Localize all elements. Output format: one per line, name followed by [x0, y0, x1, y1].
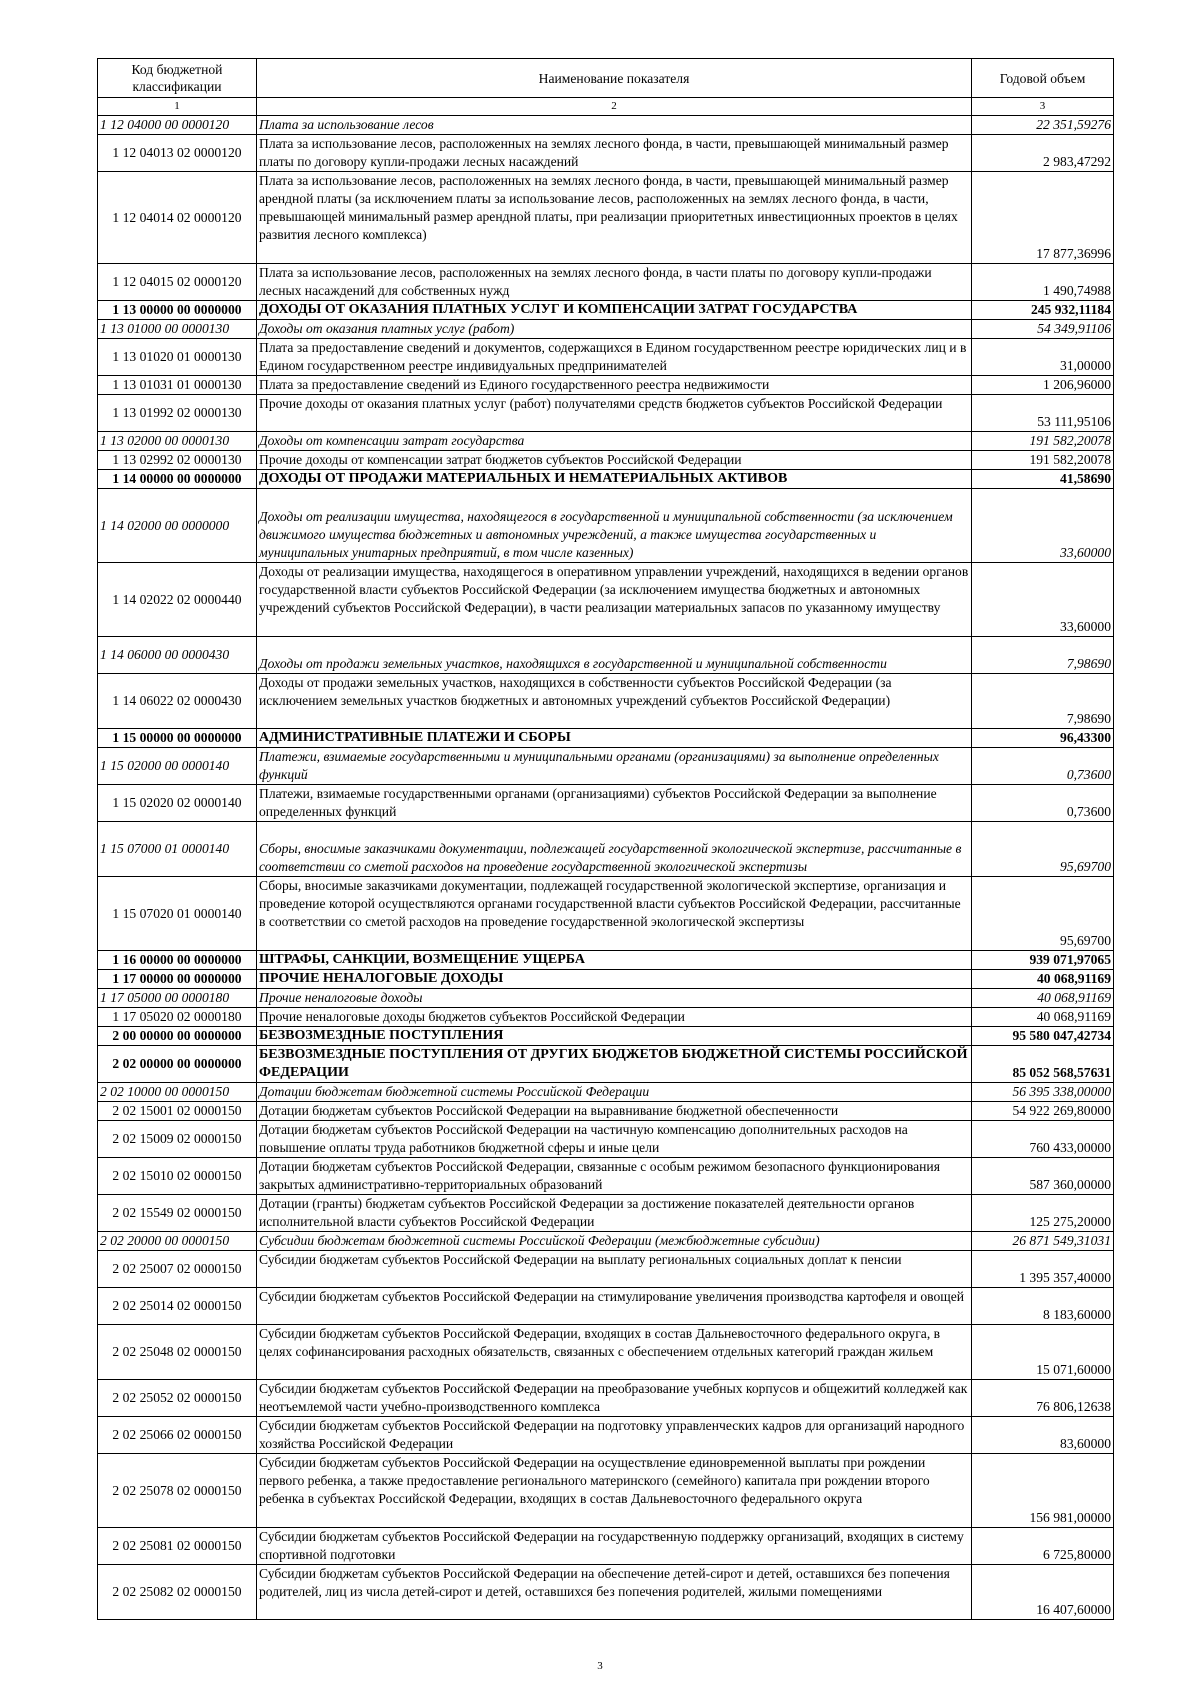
- table-row: [98, 1102, 1114, 1121]
- indicator-name-cell: Субсидии бюджетам субъектов Российской Федерации на государственную поддержку организаций, входящих в систему спортивной подготовки: [257, 1528, 972, 1565]
- indicator-name-cell: Дотации бюджетам субъектов Российской Федерации на частичную компенсацию дополнительных расходов на повышение оплаты труда работников бюджетной сферы и иные цели: [257, 1121, 972, 1158]
- annual-volume-cell: 0,73600: [972, 748, 1114, 785]
- budget-code-cell: 1 13 01031 01 0000130: [98, 376, 257, 395]
- table-row: [98, 1195, 1114, 1232]
- table-row: [98, 748, 1114, 785]
- budget-code-cell: 1 12 04013 02 0000120: [98, 135, 257, 172]
- column-number-3: 3: [972, 98, 1114, 116]
- budget-code-cell: 2 02 25081 02 0000150: [98, 1528, 257, 1565]
- column-header-value: Годовой объем: [972, 59, 1114, 98]
- annual-volume-cell: 31,00000: [972, 339, 1114, 376]
- indicator-name-cell: Прочие доходы от оказания платных услуг (работ) получателями средств бюджетов субъектов Российской Федерации: [257, 395, 972, 432]
- page-number: 3: [597, 1660, 603, 1672]
- annual-volume-cell: 96,43300: [972, 729, 1114, 748]
- table-row: [98, 1288, 1114, 1325]
- table-header-row: [98, 59, 1114, 98]
- budget-code-cell: 1 13 01000 00 0000130: [98, 320, 257, 339]
- annual-volume-cell: 760 433,00000: [972, 1121, 1114, 1158]
- annual-volume-cell: 125 275,20000: [972, 1195, 1114, 1232]
- budget-code-cell: 1 13 01992 02 0000130: [98, 395, 257, 432]
- annual-volume-cell: 54 349,91106: [972, 320, 1114, 339]
- column-number-1: 1: [98, 98, 257, 116]
- annual-volume-cell: 26 871 549,31031: [972, 1232, 1114, 1251]
- budget-code-cell: 1 14 02022 02 0000440: [98, 563, 257, 637]
- table-row: [98, 1083, 1114, 1102]
- annual-volume-cell: 95 580 047,42734: [972, 1027, 1114, 1046]
- column-header-name: Наименование показателя: [257, 59, 972, 98]
- indicator-name-cell: Субсидии бюджетам субъектов Российской Федерации на осуществление единовременной выплаты при рождении первого ребенка, а также предоставление регионального материнского (семейного) капитала при рождении второго ребенка в субъектах Российской Федерации, входящих в состав Дальневосточного федерального округа: [257, 1454, 972, 1528]
- budget-code-cell: 1 12 04014 02 0000120: [98, 172, 257, 264]
- table-row: [98, 989, 1114, 1008]
- budget-code-cell: 2 02 15010 02 0000150: [98, 1158, 257, 1195]
- annual-volume-cell: 7,98690: [972, 674, 1114, 729]
- indicator-name-cell: Прочие доходы от компенсации затрат бюджетов субъектов Российской Федерации: [257, 451, 972, 470]
- table-row: [98, 1121, 1114, 1158]
- annual-volume-cell: 191 582,20078: [972, 451, 1114, 470]
- table-row: [98, 951, 1114, 970]
- indicator-name-cell: ДОХОДЫ ОТ ПРОДАЖИ МАТЕРИАЛЬНЫХ И НЕМАТЕРИАЛЬНЫХ АКТИВОВ: [257, 470, 972, 489]
- budget-code-cell: 2 02 25066 02 0000150: [98, 1417, 257, 1454]
- indicator-name-cell: Доходы от компенсации затрат государства: [257, 432, 972, 451]
- indicator-name-cell: БЕЗВОЗМЕЗДНЫЕ ПОСТУПЛЕНИЯ: [257, 1027, 972, 1046]
- annual-volume-cell: 16 407,60000: [972, 1565, 1114, 1620]
- table-row: [98, 637, 1114, 674]
- budget-code-cell: 2 02 15009 02 0000150: [98, 1121, 257, 1158]
- budget-code-cell: 2 02 25048 02 0000150: [98, 1325, 257, 1380]
- budget-code-cell: 1 17 05000 00 0000180: [98, 989, 257, 1008]
- table-row: [98, 1380, 1114, 1417]
- budget-code-cell: 1 12 04000 00 0000120: [98, 116, 257, 135]
- indicator-name-cell: Плата за использование лесов, расположенных на землях лесного фонда, в части платы по договору купли-продажи лесных насаждений для собственных нужд: [257, 264, 972, 301]
- annual-volume-cell: 191 582,20078: [972, 432, 1114, 451]
- indicator-name-cell: Плата за использование лесов: [257, 116, 972, 135]
- annual-volume-cell: 85 052 568,57631: [972, 1046, 1114, 1083]
- annual-volume-cell: 53 111,95106: [972, 395, 1114, 432]
- budget-code-cell: 1 14 06000 00 0000430: [98, 637, 257, 674]
- budget-code-cell: 1 15 07020 01 0000140: [98, 877, 257, 951]
- annual-volume-cell: 33,60000: [972, 489, 1114, 563]
- indicator-name-cell: ШТРАФЫ, САНКЦИИ, ВОЗМЕЩЕНИЕ УЩЕРБА: [257, 951, 972, 970]
- column-number-2: 2: [257, 98, 972, 116]
- table-row: [98, 339, 1114, 376]
- annual-volume-cell: 587 360,00000: [972, 1158, 1114, 1195]
- budget-revenue-table-page: [97, 58, 1113, 1620]
- budget-code-cell: 1 13 00000 00 0000000: [98, 301, 257, 320]
- table-row: [98, 970, 1114, 989]
- table-row: [98, 1565, 1114, 1620]
- annual-volume-cell: 1 395 357,40000: [972, 1251, 1114, 1288]
- table-row: [98, 1251, 1114, 1288]
- table-row: [98, 1158, 1114, 1195]
- table-row: [98, 785, 1114, 822]
- indicator-name-cell: Сборы, вносимые заказчиками документации, подлежащей государственной экологической экспертизе, рассчитанные в соответствии со сметой расходов на проведение государственной экологической экспертизы: [257, 822, 972, 877]
- table-row: [98, 1232, 1114, 1251]
- table-row: [98, 376, 1114, 395]
- indicator-name-cell: Дотации бюджетам субъектов Российской Федерации, связанные с особым режимом безопасного функционирования закрытых административно-территориальных образований: [257, 1158, 972, 1195]
- indicator-name-cell: Субсидии бюджетам субъектов Российской Федерации, входящих в состав Дальневосточного федерального округа, в целях софинансирования расходных обязательств, связанных с обеспечением отдельных категорий граждан жильем: [257, 1325, 972, 1380]
- budget-code-cell: 2 02 25014 02 0000150: [98, 1288, 257, 1325]
- budget-code-cell: 2 02 00000 00 0000000: [98, 1046, 257, 1083]
- budget-code-cell: 2 02 25082 02 0000150: [98, 1565, 257, 1620]
- annual-volume-cell: 0,73600: [972, 785, 1114, 822]
- budget-code-cell: 2 02 25007 02 0000150: [98, 1251, 257, 1288]
- budget-code-cell: 2 02 10000 00 0000150: [98, 1083, 257, 1102]
- table-row: [98, 470, 1114, 489]
- indicator-name-cell: Дотации бюджетам бюджетной системы Российской Федерации: [257, 1083, 972, 1102]
- indicator-name-cell: Доходы от реализации имущества, находящегося в государственной и муниципальной собственности (за исключением движимого имущества бюджетных и автономных учреждений, а также имущества государственных и муниципальных унитарных предприятий, в том числе казенных): [257, 489, 972, 563]
- indicator-name-cell: ПРОЧИЕ НЕНАЛОГОВЫЕ ДОХОДЫ: [257, 970, 972, 989]
- annual-volume-cell: 245 932,11184: [972, 301, 1114, 320]
- budget-code-cell: 1 15 00000 00 0000000: [98, 729, 257, 748]
- annual-volume-cell: 17 877,36996: [972, 172, 1114, 264]
- table-row: [98, 451, 1114, 470]
- table-row: [98, 1454, 1114, 1528]
- indicator-name-cell: Доходы от продажи земельных участков, находящихся в собственности субъектов Российской Федерации (за исключением земельных участков бюджетных и автономных учреждений субъектов Российской Федерации): [257, 674, 972, 729]
- table-row: [98, 432, 1114, 451]
- indicator-name-cell: Субсидии бюджетам субъектов Российской Федерации на обеспечение детей-сирот и детей, оставшихся без попечения родителей, лиц из числа детей-сирот и детей, оставшихся без попечения родителей, жилыми помещениями: [257, 1565, 972, 1620]
- column-number-row: [98, 98, 1114, 116]
- annual-volume-cell: 56 395 338,00000: [972, 1083, 1114, 1102]
- indicator-name-cell: Субсидии бюджетам субъектов Российской Федерации на стимулирование увеличения производства картофеля и овощей: [257, 1288, 972, 1325]
- table-row: [98, 1046, 1114, 1083]
- annual-volume-cell: 33,60000: [972, 563, 1114, 637]
- table-row: [98, 563, 1114, 637]
- indicator-name-cell: АДМИНИСТРАТИВНЫЕ ПЛАТЕЖИ И СБОРЫ: [257, 729, 972, 748]
- table-row: [98, 135, 1114, 172]
- budget-code-cell: 1 13 02000 00 0000130: [98, 432, 257, 451]
- annual-volume-cell: 939 071,97065: [972, 951, 1114, 970]
- budget-code-cell: 1 14 06022 02 0000430: [98, 674, 257, 729]
- budget-code-cell: 1 15 02020 02 0000140: [98, 785, 257, 822]
- indicator-name-cell: Субсидии бюджетам субъектов Российской Федерации на выплату региональных социальных доплат к пенсии: [257, 1251, 972, 1288]
- budget-code-cell: 2 02 20000 00 0000150: [98, 1232, 257, 1251]
- column-header-code: Код бюджетной классификации: [98, 59, 257, 98]
- indicator-name-cell: Субсидии бюджетам субъектов Российской Федерации на преобразование учебных корпусов и общежитий колледжей как неотъемлемой части учебно-производственного комплекса: [257, 1380, 972, 1417]
- annual-volume-cell: 22 351,59276: [972, 116, 1114, 135]
- annual-volume-cell: 40 068,91169: [972, 970, 1114, 989]
- table-row: [98, 1008, 1114, 1027]
- indicator-name-cell: Плата за использование лесов, расположенных на землях лесного фонда, в части, превышающей минимальный размер арендной платы (за исключением платы за использование лесов, расположенных на землях лесного фонда, в части, превышающей минимальный размер арендной платы, при реализации приоритетных инвестиционных проектов в целях развития лесного комплекса): [257, 172, 972, 264]
- table-row: [98, 1027, 1114, 1046]
- annual-volume-cell: 2 983,47292: [972, 135, 1114, 172]
- indicator-name-cell: Дотации (гранты) бюджетам субъектов Российской Федерации за достижение показателей деятельности органов исполнительной власти субъектов Российской Федерации: [257, 1195, 972, 1232]
- indicator-name-cell: ДОХОДЫ ОТ ОКАЗАНИЯ ПЛАТНЫХ УСЛУГ И КОМПЕНСАЦИИ ЗАТРАТ ГОСУДАРСТВА: [257, 301, 972, 320]
- indicator-name-cell: Сборы, вносимые заказчиками документации, подлежащей государственной экологической экспертизе, организация и проведение которой осуществляются органами государственной власти субъектов Российской Федерации, рассчитанные в соответствии со сметой расходов на проведение государственной экологической экспертизы: [257, 877, 972, 951]
- table-body: [98, 116, 1114, 1620]
- budget-code-cell: 2 02 15549 02 0000150: [98, 1195, 257, 1232]
- indicator-name-cell: Дотации бюджетам субъектов Российской Федерации на выравнивание бюджетной обеспеченности: [257, 1102, 972, 1121]
- table-row: [98, 1417, 1114, 1454]
- annual-volume-cell: 95,69700: [972, 877, 1114, 951]
- indicator-name-cell: Прочие неналоговые доходы бюджетов субъектов Российской Федерации: [257, 1008, 972, 1027]
- budget-revenue-table: [97, 58, 1114, 1620]
- indicator-name-cell: Прочие неналоговые доходы: [257, 989, 972, 1008]
- indicator-name-cell: Плата за использование лесов, расположенных на землях лесного фонда, в части, превышающей минимальный размер платы по договору купли-продажи лесных насаждений: [257, 135, 972, 172]
- annual-volume-cell: 15 071,60000: [972, 1325, 1114, 1380]
- budget-code-cell: 1 14 02000 00 0000000: [98, 489, 257, 563]
- annual-volume-cell: 8 183,60000: [972, 1288, 1114, 1325]
- table-row: [98, 489, 1114, 563]
- budget-code-cell: 1 15 07000 01 0000140: [98, 822, 257, 877]
- table-row: [98, 877, 1114, 951]
- indicator-name-cell: Субсидии бюджетам субъектов Российской Федерации на подготовку управленческих кадров для организаций народного хозяйства Российской Федерации: [257, 1417, 972, 1454]
- table-row: [98, 822, 1114, 877]
- annual-volume-cell: 6 725,80000: [972, 1528, 1114, 1565]
- annual-volume-cell: 40 068,91169: [972, 1008, 1114, 1027]
- budget-code-cell: 2 02 25052 02 0000150: [98, 1380, 257, 1417]
- budget-code-cell: 1 15 02000 00 0000140: [98, 748, 257, 785]
- budget-code-cell: 1 14 00000 00 0000000: [98, 470, 257, 489]
- budget-code-cell: 1 12 04015 02 0000120: [98, 264, 257, 301]
- table-row: [98, 395, 1114, 432]
- budget-code-cell: 2 00 00000 00 0000000: [98, 1027, 257, 1046]
- budget-code-cell: 1 16 00000 00 0000000: [98, 951, 257, 970]
- annual-volume-cell: 7,98690: [972, 637, 1114, 674]
- annual-volume-cell: 156 981,00000: [972, 1454, 1114, 1528]
- budget-code-cell: 1 13 02992 02 0000130: [98, 451, 257, 470]
- indicator-name-cell: БЕЗВОЗМЕЗДНЫЕ ПОСТУПЛЕНИЯ ОТ ДРУГИХ БЮДЖЕТОВ БЮДЖЕТНОЙ СИСТЕМЫ РОССИЙСКОЙ ФЕДЕРАЦИИ: [257, 1046, 972, 1083]
- table-row: [98, 1325, 1114, 1380]
- annual-volume-cell: 76 806,12638: [972, 1380, 1114, 1417]
- budget-code-cell: 1 13 01020 01 0000130: [98, 339, 257, 376]
- indicator-name-cell: Субсидии бюджетам бюджетной системы Российской Федерации (межбюджетные субсидии): [257, 1232, 972, 1251]
- indicator-name-cell: Плата за предоставление сведений из Единого государственного реестра недвижимости: [257, 376, 972, 395]
- budget-code-cell: 2 02 15001 02 0000150: [98, 1102, 257, 1121]
- annual-volume-cell: 54 922 269,80000: [972, 1102, 1114, 1121]
- annual-volume-cell: 83,60000: [972, 1417, 1114, 1454]
- annual-volume-cell: 40 068,91169: [972, 989, 1114, 1008]
- indicator-name-cell: Доходы от продажи земельных участков, находящихся в государственной и муниципальной собственности: [257, 637, 972, 674]
- table-row: [98, 116, 1114, 135]
- annual-volume-cell: 1 490,74988: [972, 264, 1114, 301]
- indicator-name-cell: Плата за предоставление сведений и документов, содержащихся в Едином государственном реестре юридических лиц и в Едином государственном реестре индивидуальных предпринимателей: [257, 339, 972, 376]
- budget-code-cell: 1 17 00000 00 0000000: [98, 970, 257, 989]
- table-row: [98, 301, 1114, 320]
- budget-code-cell: 2 02 25078 02 0000150: [98, 1454, 257, 1528]
- budget-code-cell: 1 17 05020 02 0000180: [98, 1008, 257, 1027]
- table-row: [98, 264, 1114, 301]
- table-row: [98, 729, 1114, 748]
- table-row: [98, 172, 1114, 264]
- annual-volume-cell: 41,58690: [972, 470, 1114, 489]
- annual-volume-cell: 1 206,96000: [972, 376, 1114, 395]
- annual-volume-cell: 95,69700: [972, 822, 1114, 877]
- indicator-name-cell: Платежи, взимаемые государственными органами (организациями) субъектов Российской Федерации за выполнение определенных функций: [257, 785, 972, 822]
- indicator-name-cell: Доходы от оказания платных услуг (работ): [257, 320, 972, 339]
- table-row: [98, 1528, 1114, 1565]
- indicator-name-cell: Платежи, взимаемые государственными и муниципальными органами (организациями) за выполнение определенных функций: [257, 748, 972, 785]
- indicator-name-cell: Доходы от реализации имущества, находящегося в оперативном управлении учреждений, находящихся в ведении органов государственной власти субъектов Российской Федерации (за исключением имущества бюджетных и автономных учреждений субъектов Российской Федерации), в части реализации материальных запасов по указанному имуществу: [257, 563, 972, 637]
- table-row: [98, 674, 1114, 729]
- table-row: [98, 320, 1114, 339]
